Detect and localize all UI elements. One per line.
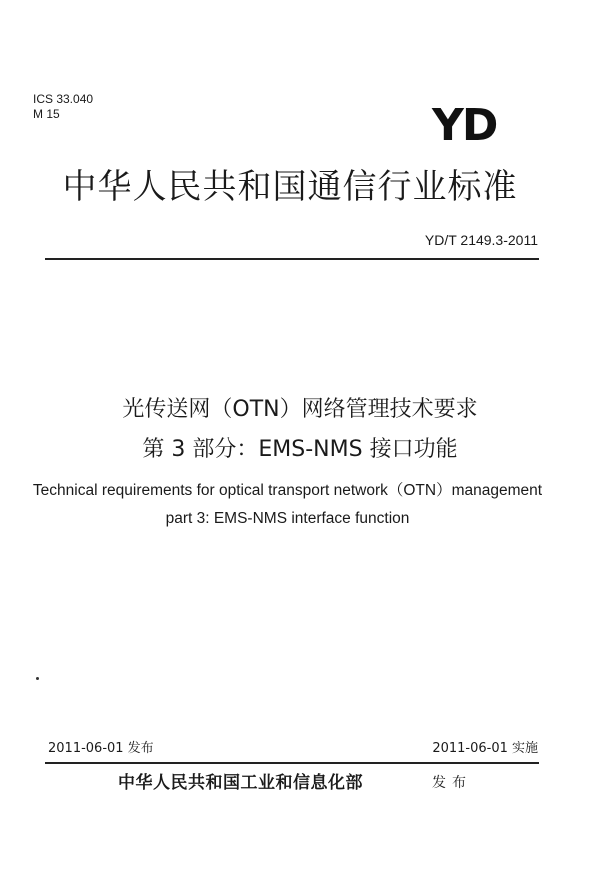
title-chinese-line-1: 光传送网（OTN）网络管理技术要求 — [122, 397, 478, 422]
title-chinese-line-2: 第 3 部分：EMS-NMS 接口功能 — [142, 437, 458, 462]
implementation-date: 2011-06-01 实施 — [432, 741, 538, 756]
organization-title: 中华人民共和国通信行业标准 — [62, 167, 518, 207]
title-english-line-1: Technical requirements for optical transport network（OTN）management — [32, 482, 543, 499]
title-english-line-2: part 3: EMS-NMS interface function — [165, 510, 410, 527]
yd-logo: YD — [432, 100, 497, 151]
classification-code: M 15 — [33, 107, 60, 121]
ics-code: ICS 33.040 — [33, 92, 94, 106]
standard-number: YD/T 2149.3-2011 — [424, 232, 538, 248]
top-divider — [45, 258, 539, 260]
publish-label: 发布 — [432, 775, 472, 791]
issue-date: 2011-06-01 发布 — [48, 741, 154, 756]
publisher-name: 中华人民共和国工业和信息化部 — [118, 773, 363, 793]
bottom-divider — [45, 762, 539, 764]
scan-speck — [36, 677, 39, 680]
